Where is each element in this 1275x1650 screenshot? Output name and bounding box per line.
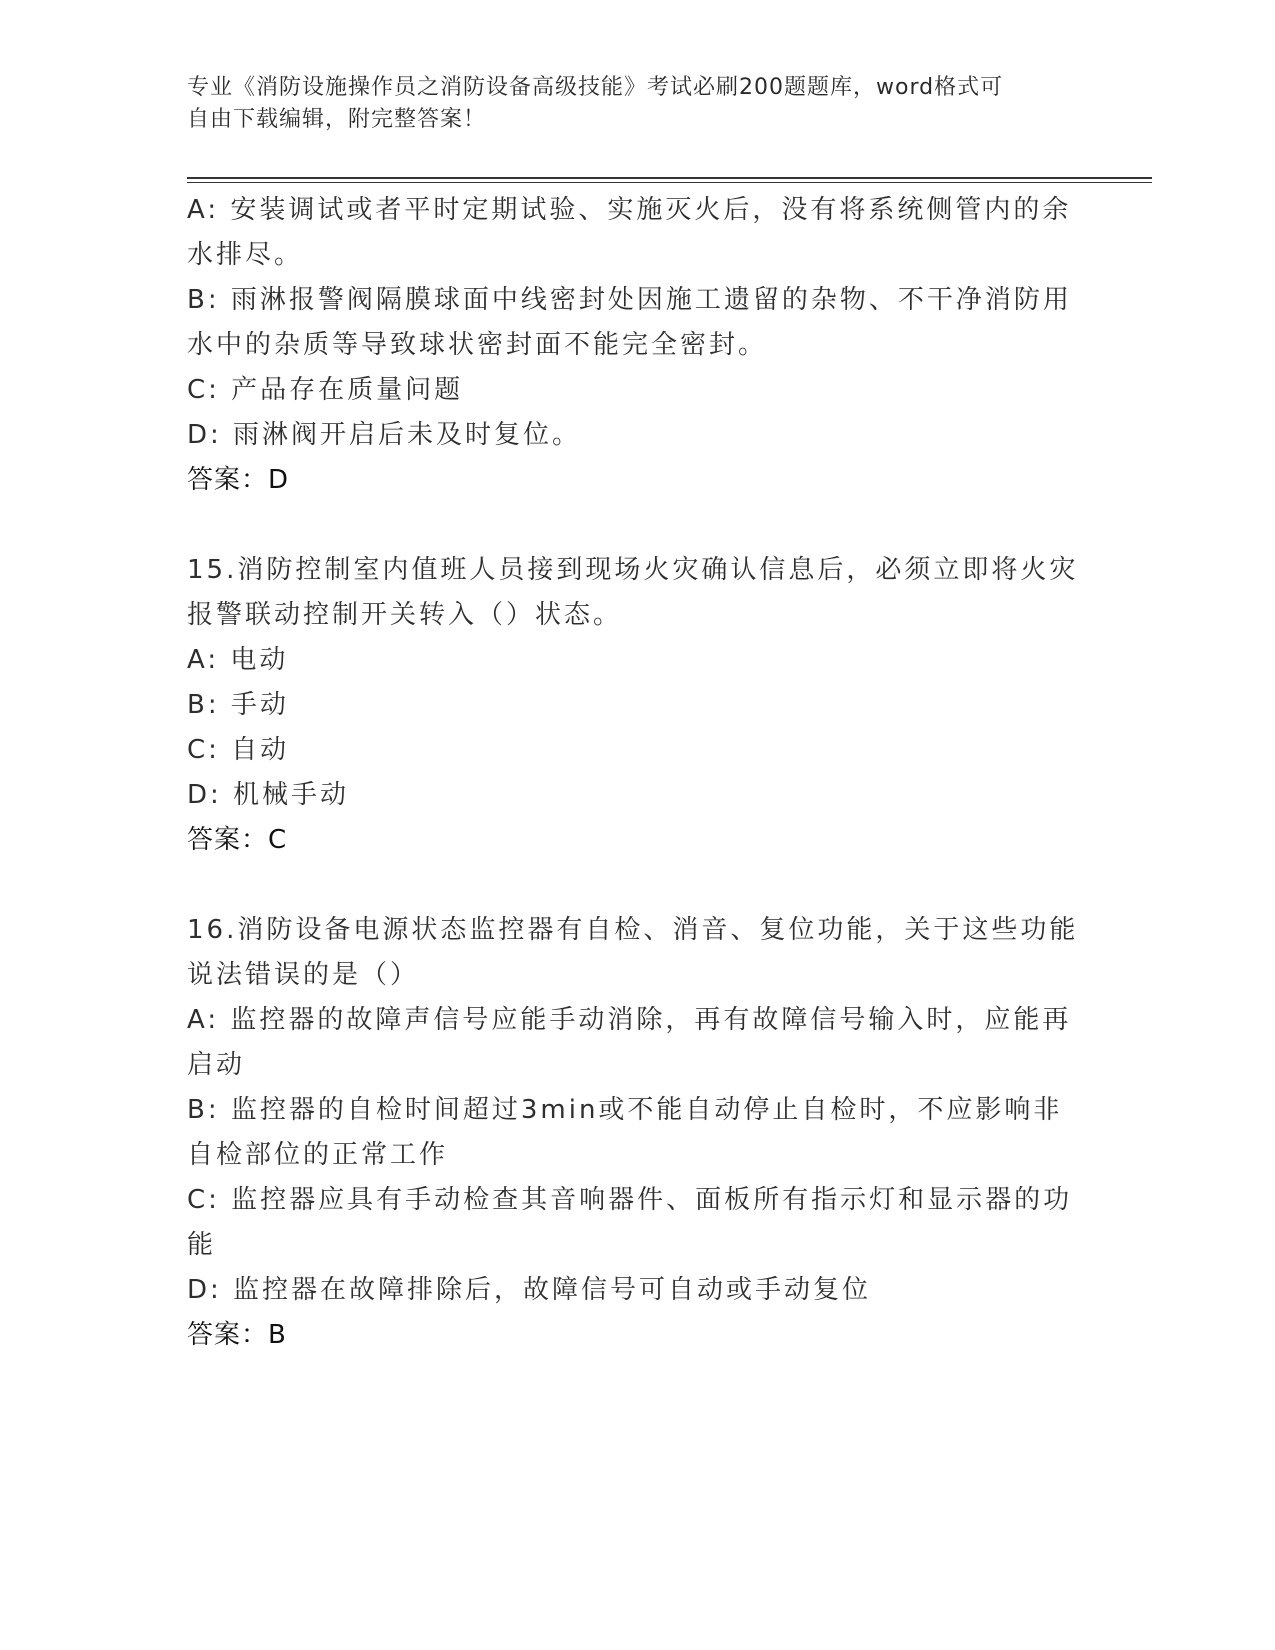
q16-option-b-line1: B: 监控器的自检时间超过3min或不能自动停止自检时，不应影响非	[187, 1095, 1063, 1125]
q16-option-a-line2: 启动	[187, 1050, 246, 1080]
q15-stem-line1: 15.消防控制室内值班人员接到现场火灾确认信息后，必须立即将火灾	[187, 555, 1079, 585]
header-rule-thin	[187, 182, 1152, 183]
q16-option-a-line1: A: 监控器的故障声信号应能手动消除，再有故障信号输入时，应能再	[187, 1005, 1072, 1035]
q16-option-b-line2: 自检部位的正常工作	[187, 1140, 449, 1170]
q14-option-b-line1: B: 雨淋报警阀隔膜球面中线密封处因施工遗留的杂物、不干净消防用	[187, 285, 1072, 315]
question-16	[187, 908, 1087, 1358]
q15-option-b: B: 手动	[187, 690, 289, 720]
document-header	[187, 72, 1067, 136]
q16-option-c-line1: C: 监控器应具有手动检查其音响器件、面板所有指示灯和显示器的功	[187, 1185, 1073, 1215]
spacer	[187, 503, 1087, 548]
q15-stem-line2: 报警联动控制开关转入（）状态。	[187, 600, 623, 630]
q14-option-c: C: 产品存在质量问题	[187, 375, 464, 405]
header-line-2: 自由下载编辑，附完整答案！	[187, 107, 487, 132]
q16-option-d: D: 监控器在故障排除后，故障信号可自动或手动复位	[187, 1275, 872, 1305]
q14-answer: 答案：D	[187, 465, 290, 495]
spacer	[187, 863, 1087, 908]
q15-option-c: C: 自动	[187, 735, 290, 765]
q16-answer: 答案：B	[187, 1320, 287, 1350]
q15-answer: 答案：C	[187, 825, 288, 855]
q15-option-d: D: 机械手动	[187, 780, 350, 810]
q16-option-c-line2: 能	[187, 1230, 217, 1260]
question-15	[187, 548, 1087, 863]
q15-option-a: A: 电动	[187, 645, 289, 675]
question-content	[187, 188, 1087, 1358]
q14-option-d: D: 雨淋阀开启后未及时复位。	[187, 420, 582, 450]
header-rule-thick	[187, 177, 1152, 179]
q16-stem-line2: 说法错误的是（）	[187, 960, 420, 990]
q14-option-b-line2: 水中的杂质等导致球状密封面不能完全密封。	[187, 330, 768, 360]
q16-stem-line1: 16.消防设备电源状态监控器有自检、消音、复位功能，关于这些功能	[187, 915, 1079, 945]
q14-option-a-line1: A: 安装调试或者平时定期试验、实施灭火后，没有将系统侧管内的余	[187, 195, 1072, 225]
header-line-1: 专业《消防设施操作员之消防设备高级技能》考试必刷200题题库，word格式可	[187, 75, 1004, 100]
q14-option-a-line2: 水排尽。	[187, 240, 304, 270]
question-14	[187, 188, 1087, 503]
